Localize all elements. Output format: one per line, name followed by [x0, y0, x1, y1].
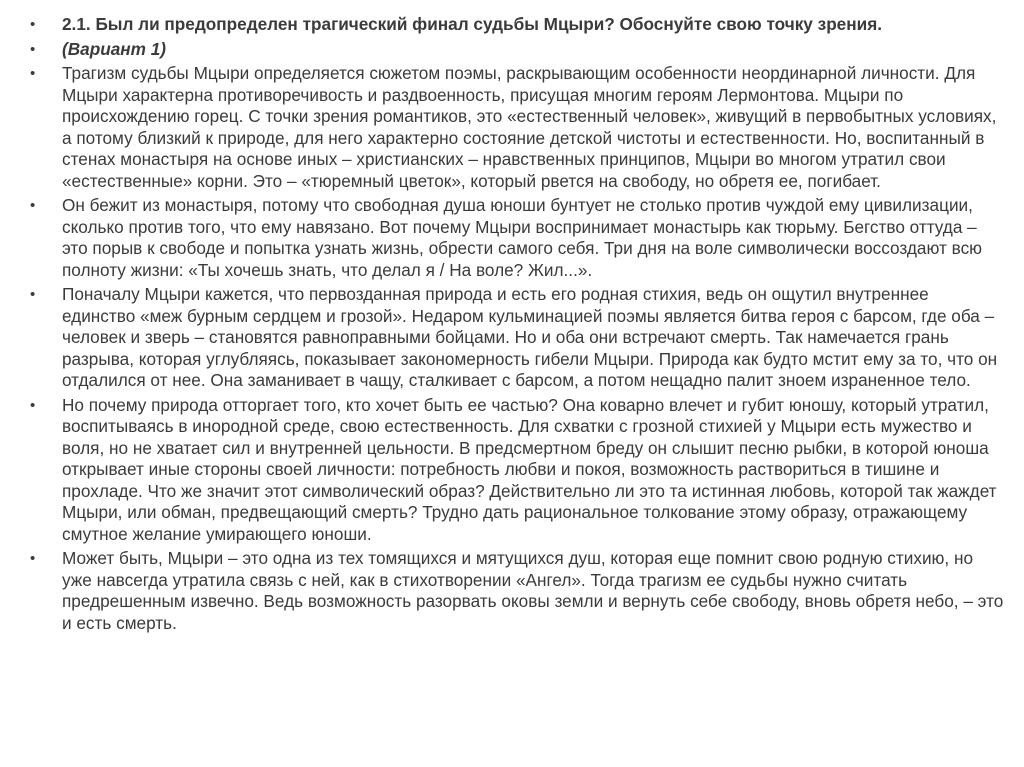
variant-label: (Вариант 1) [62, 38, 166, 59]
paragraph-text: Поначалу Мцыри кажется, что первозданная природа и есть его родная стихия, ведь он ощутил внутреннее единство «меж бурным сердцем и грозой». Недаром кульминацией поэмы является битва героя с барсом, где оба – человек и зверь – становятся равноправными бойцами. Но и оба они встречают смерть. Так намечается грань разрыва, которая углубляясь, показывает закономерность гибели Мцыри. Природа как будто мстит ему за то, что он отдалился от нее. Она заманивает в чащу, сталкивает с барсом, а потом нещадно палит зноем израненное тело. [62, 284, 998, 390]
bullet-heading [30, 14, 1005, 36]
bullet-icon: • [30, 65, 36, 82]
bullet-icon: • [30, 16, 36, 33]
bullet-variant [30, 39, 1005, 61]
paragraph-text: Но почему природа отторгает того, кто хочет быть ее частью? Она коварно влечет и губит юношу, который утратил, воспитываясь в инородной среде, свою естественность. Для схватки с грозной стихией у Мцыри есть мужество и воля, но не хватает сил и внутренней цельности. В предсмертном бреду он слышит песню рыбки, в которой юноша открывает иные стороны своей личности: потребность любви и покоя, возможность раствориться в тишине и прохладе. Что же значит этот символический образ? Действительно ли это та истинная любовь, которой так жаждет Мцыри, или обман, предвещающий смерть? Трудно дать рациональное толкование этому образу, отражающему смутное желание умирающего юноши. [62, 394, 997, 544]
bullet-paragraph [30, 395, 1005, 546]
bullet-icon: • [30, 40, 36, 58]
bullet-paragraph [30, 63, 1005, 192]
bullet-icon: • [30, 396, 36, 414]
bullet-icon: • [30, 550, 36, 567]
bullet-paragraph [30, 548, 1005, 634]
bullet-paragraph [30, 195, 1005, 281]
slide-heading: 2.1. Был ли предопределен трагический финал судьбы Мцыри? Обоснуйте свою точку зрения. [62, 14, 882, 34]
paragraph-text: Он бежит из монастыря, потому что свободная душа юноши бунтует не столько против чуждой ему цивилизации, сколько против того, что ему навязано. Вот почему Мцыри воспринимает монастырь как тюрьму. Бегство оттуда – это порыв к свободе и попытка узнать жизнь, обрести самого себя. Три дня на воле символически воссоздают всю полноту жизни: «Ты хочешь знать, что делал я / На воле? Жил...». [62, 195, 983, 280]
paragraph-text: Трагизм судьбы Мцыри определяется сюжетом поэмы, раскрывающим особенности неординарной личности. Для Мцыри характерна противоречивость и раздвоенность, присущая многим героям Лермонтова. Мцыри по происхождению горец. С точки зрения романтиков, это «естественный человек», живущий в первобытных условиях, а потому близкий к природе, для него характерно состояние детской чистоты и естественности. Но, воспитанный в стенах монастыря на основе иных – христианских – нравственных принципов, Мцыри во многом утратил свои «естественные» корни. Это – «тюремный цветок», который рвется на свободу, но обретя ее, погибает. [62, 63, 997, 191]
bullet-paragraph [30, 284, 1005, 392]
paragraph-text: Может быть, Мцыри – это одна из тех томящихся и мятущихся душ, которая еще помнит свою родную стихию, но уже навсегда утратила связь с ней, как в стихотворении «Ангел». Тогда трагизм ее судьбы нужно считать предрешенным извечно. Ведь возможность разорвать оковы земли и вернуть себе свободу, вновь обретя небо, – это и есть смерть. [62, 548, 1004, 633]
bullet-icon: • [30, 197, 36, 214]
bullet-list [30, 14, 1005, 637]
bullet-icon: • [30, 286, 36, 303]
